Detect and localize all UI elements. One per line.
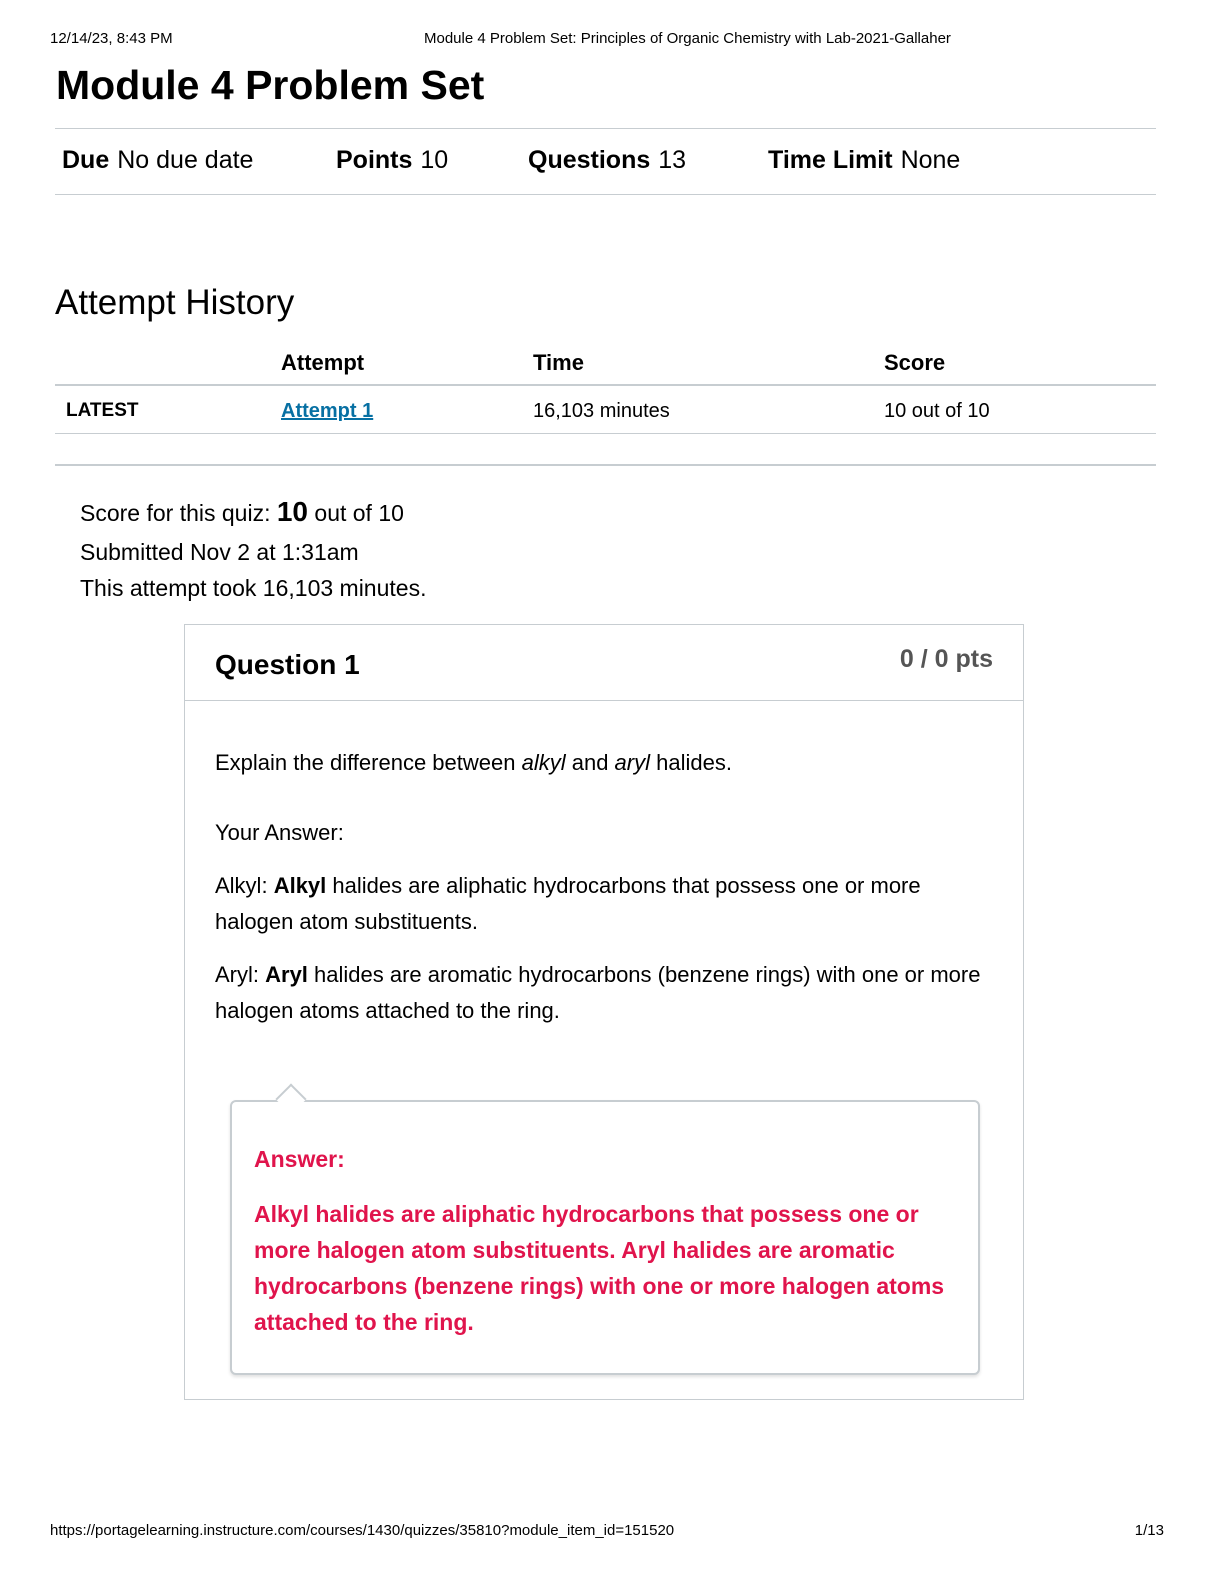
alkyl-text: halides are aliphatic hydrocarbons that possess one or more halogen atom substituents. <box>215 873 921 934</box>
column-header-time: Time <box>533 350 584 375</box>
points-value: 10 <box>420 146 449 174</box>
submitted-info: Submitted Nov 2 at 1:31am <box>80 539 359 565</box>
questions-info <box>528 146 686 175</box>
question-body <box>215 745 995 1029</box>
print-footer <box>50 1522 1164 1542</box>
header-divider <box>55 384 1156 386</box>
attempt-1-link[interactable]: Attempt 1 <box>281 400 374 422</box>
prompt-text: halides. <box>650 750 732 775</box>
time-limit-label: Time Limit <box>768 146 893 174</box>
answer-text: Alkyl halides are aliphatic hydrocarbons that possess one or more halogen atom substituents. Aryl halides are aromatic hydrocarbons (benzene rings) with one or more halogen atoms attached to the ring. <box>254 1201 945 1335</box>
aryl-text: halides are aromatic hydrocarbons (benzene rings) with one or more halogen atoms attached to the ring. <box>215 962 981 1023</box>
time-limit-value: None <box>900 146 961 174</box>
your-answer-alkyl <box>215 868 995 940</box>
divider <box>55 128 1156 129</box>
print-doc-title: Module 4 Problem Set: Principles of Organic Chemistry with Lab-2021-Gallaher <box>424 30 951 47</box>
time-limit-info <box>768 146 960 175</box>
attempt-time: 16,103 minutes <box>533 400 670 422</box>
latest-badge: LATEST <box>66 400 139 421</box>
score-prefix: Score for this quiz: <box>80 500 271 526</box>
print-url: https://portagelearning.instructure.com/courses/1430/quizzes/35810?module_item_id=151520 <box>50 1522 675 1539</box>
column-header-score: Score <box>884 350 946 375</box>
aryl-prefix: Aryl: <box>215 962 266 987</box>
row-divider <box>55 433 1156 434</box>
column-header-attempt: Attempt <box>281 350 365 375</box>
attempt-duration: This attempt took 16,103 minutes. <box>80 575 427 601</box>
answer-label: Answer: <box>254 1146 345 1172</box>
prompt-alkyl: alkyl <box>521 750 566 775</box>
score-value: 10 <box>276 496 309 527</box>
prompt-text: and <box>565 750 615 775</box>
prompt-text: Explain the difference between <box>215 750 522 775</box>
quiz-score <box>80 496 404 528</box>
due-info <box>62 146 253 175</box>
aryl-bold: Aryl <box>265 962 308 987</box>
attempt-score: 10 out of 10 <box>884 400 990 422</box>
your-answer-aryl <box>215 957 995 1029</box>
print-date: 12/14/23, 8:43 PM <box>50 30 173 47</box>
alkyl-prefix: Alkyl: <box>215 873 274 898</box>
divider <box>55 194 1156 195</box>
points-info <box>336 146 448 175</box>
score-suffix: out of 10 <box>314 500 404 526</box>
points-label: Points <box>336 146 413 174</box>
correct-answer-callout <box>230 1100 980 1375</box>
questions-label: Questions <box>528 146 651 174</box>
questions-value: 13 <box>658 146 687 174</box>
question-title: Question 1 <box>215 649 360 680</box>
attempt-history-title: Attempt History <box>55 283 295 322</box>
your-answer-label: Your Answer: <box>215 820 344 845</box>
due-value: No due date <box>117 146 254 174</box>
question-header <box>185 625 1023 701</box>
prompt-aryl: aryl <box>614 750 650 775</box>
page-number: 1/13 <box>1134 1522 1164 1539</box>
due-label: Due <box>62 146 110 174</box>
question-points: 0 / 0 pts <box>899 645 993 673</box>
page-title: Module 4 Problem Set <box>56 62 485 108</box>
alkyl-bold: Alkyl <box>273 873 327 898</box>
question-prompt <box>215 745 995 781</box>
divider <box>55 464 1156 466</box>
print-header <box>50 30 1174 50</box>
